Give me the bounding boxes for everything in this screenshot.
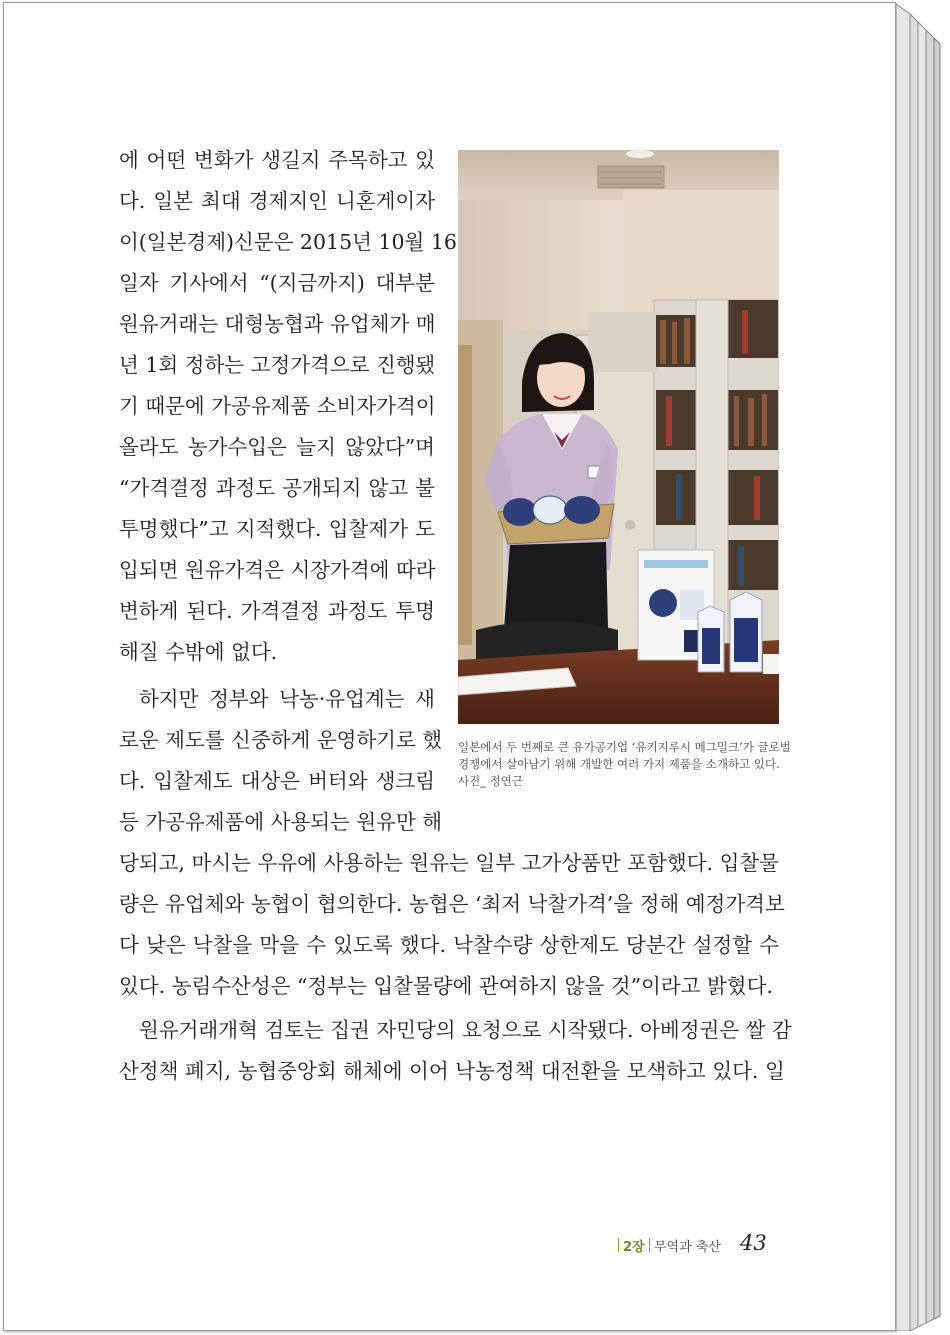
article-photo — [458, 150, 779, 724]
text-line: 일자 기사에서 “(지금까지) 대부분 — [119, 271, 435, 295]
footer-divider — [649, 1238, 650, 1252]
text-line: 올라도 농가수입은 늘지 않았다”며 — [119, 435, 435, 459]
text-line: 투명했다”고 지적했다. 입찰제가 도 — [119, 517, 435, 541]
page-number: 43 — [740, 1231, 767, 1255]
text-line: 해질 수밖에 없다. — [119, 640, 278, 664]
text-line: 기 때문에 가공유제품 소비자가격이 — [119, 394, 436, 418]
footer-divider — [618, 1238, 619, 1252]
text-line: 등 가공유제품에 사용되는 원유만 해 — [119, 810, 443, 834]
text-line: 로운 제도를 신중하게 운영하기로 했 — [119, 728, 443, 752]
text-line: 이(일본경제)신문은 2015년 10월 16 — [119, 230, 457, 254]
text-line: 다 낮은 낙찰을 막을 수 있도록 했다. 낙찰수량 상한제도 당분간 설정할 수 — [119, 933, 779, 957]
text-line: 입되면 원유가격은 시장가격에 따라 — [119, 558, 436, 582]
text-line: “가격결정 과정도 공개되지 않고 불 — [119, 476, 435, 500]
text-line: 변하게 된다. 가격결정 과정도 투명 — [119, 599, 435, 623]
photo-caption-line: 일본에서 두 번째로 큰 유가공기업 ‘유키지루시 메그밀크’가 글로벌 — [458, 740, 791, 754]
section-title: 무역과 축산 — [654, 1240, 721, 1255]
photo-credit: 사진_ 정연근 — [458, 774, 523, 788]
text-line: 에 어떤 변화가 생길지 주목하고 있 — [119, 148, 435, 172]
text-line: 산정책 폐지, 농협중앙회 해체에 이어 낙농정책 대전환을 모색하고 있다. 일 — [119, 1059, 785, 1083]
text-line: 다. 입찰제도 대상은 버터와 생크림 — [119, 769, 435, 793]
text-line: 하지만 정부와 낙농·유업계는 새 — [139, 687, 435, 711]
text-line: 당되고, 마시는 우유에 사용하는 원유는 일부 고가상품만 포함했다. 입찰물 — [119, 851, 779, 875]
page-footer — [560, 1232, 770, 1258]
text-line: 량은 유업체와 농협이 협의한다. 농협은 ‘최저 낙찰가격’을 정해 예정가격보 — [119, 892, 785, 916]
chapter-label: 2장 — [623, 1240, 645, 1255]
text-line: 원유거래는 대형농협과 유업체가 매 — [119, 312, 436, 336]
text-line: 다. 일본 최대 경제지인 니혼게이자 — [119, 189, 435, 213]
page-edge-stack — [896, 4, 942, 1331]
text-line: 원유거래개혁 검토는 집권 자민당의 요청으로 시작됐다. 아베정권은 쌀 감 — [139, 1018, 792, 1042]
text-line: 있다. 농림수산성은 “정부는 입찰물량에 관여하지 않을 것”이라고 밝혔다. — [119, 974, 773, 998]
text-line: 년 1회 정하는 고정가격으로 진행됐 — [119, 353, 436, 377]
photo-caption-line: 경쟁에서 살아남기 위해 개발한 여러 가지 제품을 소개하고 있다. — [458, 757, 780, 771]
